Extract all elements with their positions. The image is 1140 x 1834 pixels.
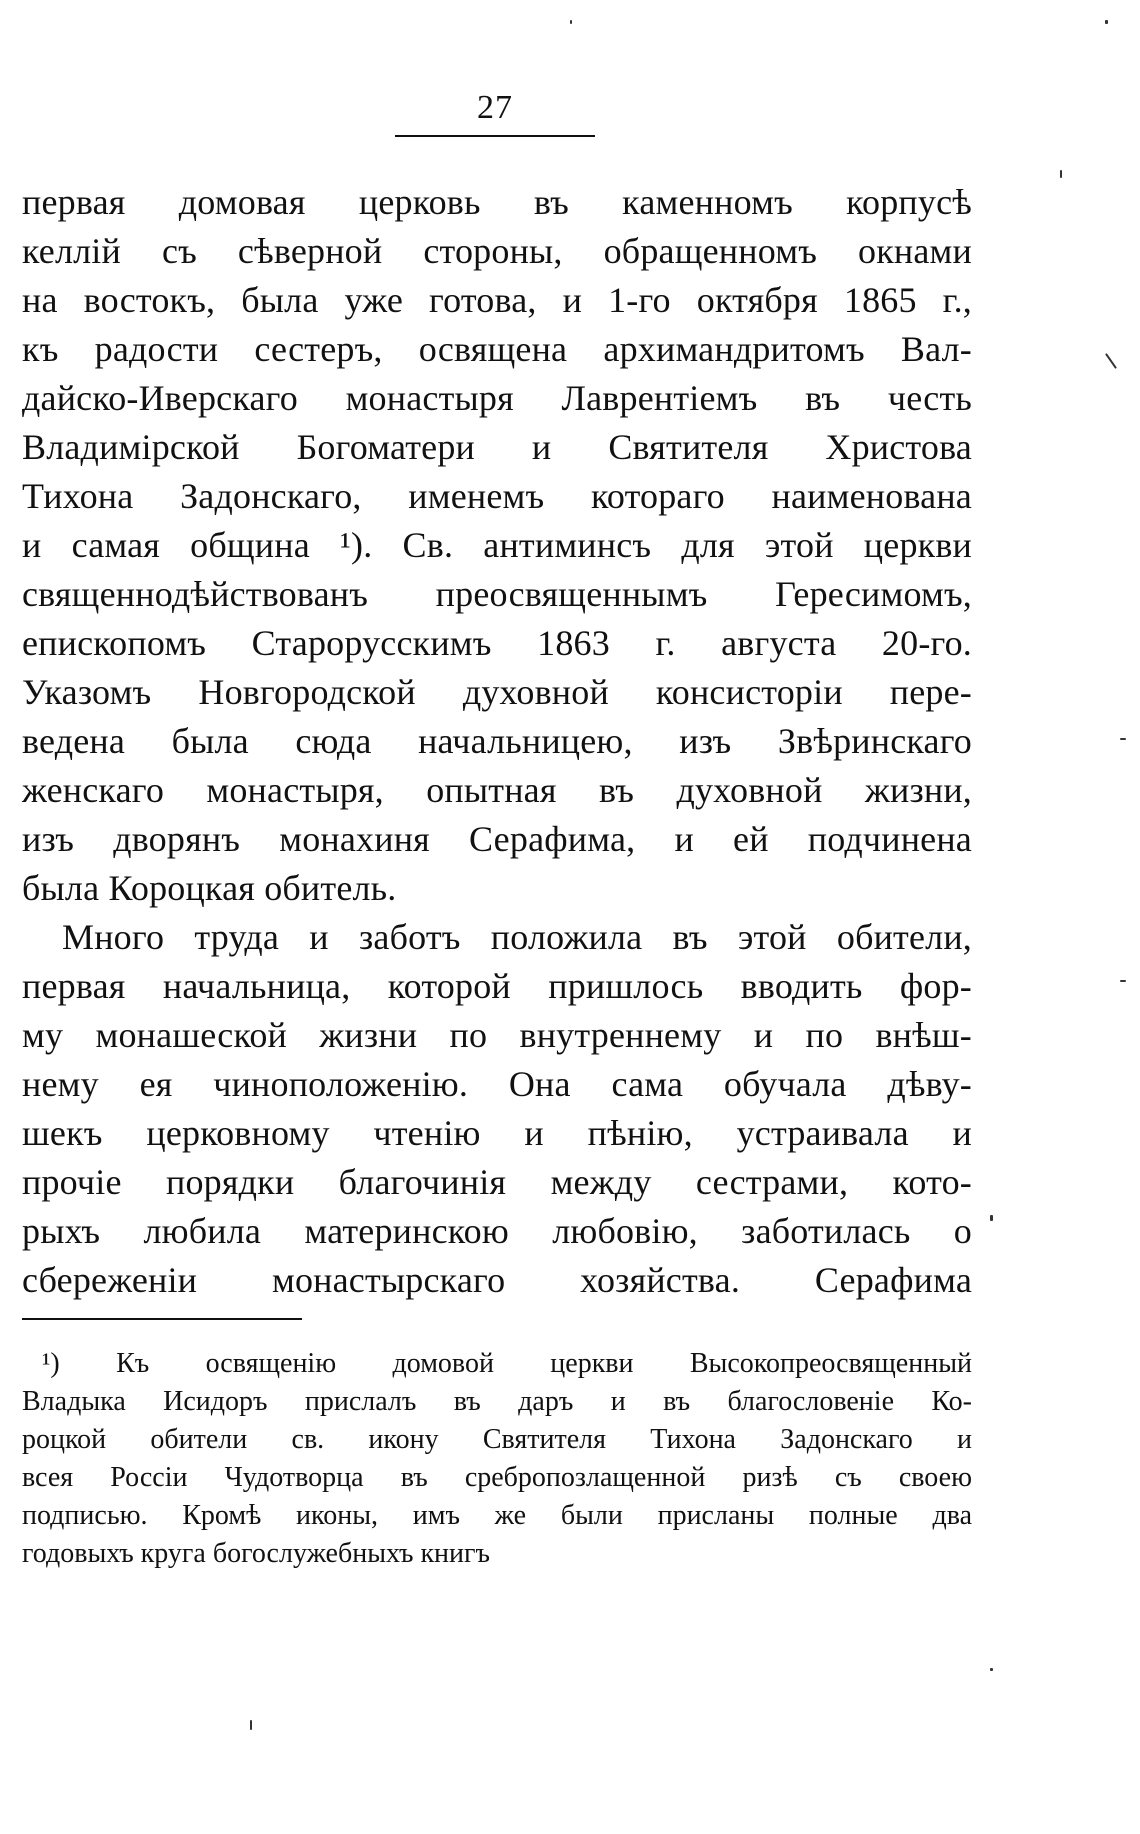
scan-speck [1120, 980, 1126, 982]
scan-speck [1120, 738, 1126, 740]
text-line: епископомъ Старорусскимъ 1863 г. августа 20-го. [22, 623, 972, 663]
text-line: къ радости сестеръ, освящена архимандритомъ Вал- [22, 329, 972, 369]
scan-speck [1060, 170, 1062, 178]
text-line: и самая община ¹). Св. антиминсъ для этой церкви [22, 525, 972, 565]
text-line: сбереженіи монастырскаго хозяйства. Серафима [22, 1260, 972, 1300]
text-line: рыхъ любила материнскою любовію, заботилась о [22, 1211, 972, 1251]
text-line: первая начальница, которой пришлось вводить фор- [22, 966, 972, 1006]
text-line: Указомъ Новгородской духовной консисторіи пере- [22, 672, 972, 712]
footnote-line: годовыхъ круга богослужебныхъ книгъ [22, 1538, 490, 1569]
scan-speck [250, 1720, 252, 1730]
footnote-rule [22, 1318, 302, 1320]
header-rule [395, 135, 595, 137]
text-line: Много труда и заботъ положила въ этой обители, [62, 917, 972, 957]
text-line: нему ея чиноположенію. Она сама обучала дѣву- [22, 1064, 972, 1104]
text-line: Тихона Задонскаго, именемъ котораго наименована [22, 476, 972, 516]
text-line: му монашеской жизни по внутреннему и по внѣш- [22, 1015, 972, 1055]
text-line: была Короцкая обитель. [22, 868, 397, 908]
text-line: священнодѣйствованъ преосвященнымъ Гересимомъ, [22, 574, 972, 614]
scan-speck [570, 20, 572, 24]
text-line: первая домовая церковь въ каменномъ корпусѣ [22, 182, 972, 222]
text-line: изъ дворянъ монахиня Серафима, и ей подчинена [22, 819, 972, 859]
text-line: келлій съ сѣверной стороны, обращенномъ окнами [22, 231, 972, 271]
text-line: Владимірской Богоматери и Святителя Христова [22, 427, 972, 467]
footnote-line: Владыка Исидоръ прислалъ въ даръ и въ благословеніе Ко- [22, 1386, 972, 1417]
text-line: женскаго монастыря, опытная въ духовной жизни, [22, 770, 972, 810]
page-number: 27 [477, 89, 513, 126]
footnote-line: всея Россіи Чудотворца въ сребропозлащенной ризѣ съ своею [22, 1462, 972, 1493]
text-line: шекъ церковному чтенію и пѣнію, устраивала и [22, 1113, 972, 1153]
scan-speck [1105, 353, 1117, 369]
footnote-line: роцкой обители св. икону Святителя Тихона Задонскаго и [22, 1424, 972, 1455]
text-line: дайско-Иверскаго монастыря Лаврентіемъ въ честь [22, 378, 972, 418]
scan-speck [990, 1668, 993, 1671]
footnote [22, 1345, 972, 1573]
scan-speck [1105, 20, 1108, 24]
main-text [22, 178, 972, 1305]
text-line: на востокъ, была уже готова, и 1-го октября 1865 г., [22, 280, 972, 320]
footnote-line: подписью. Кромѣ иконы, имъ же были присланы полные два [22, 1500, 972, 1531]
text-line: ведена была сюда начальницею, изъ Звѣринскаго [22, 721, 972, 761]
text-line: прочіе порядки благочинія между сестрами, кото- [22, 1162, 972, 1202]
scan-speck [990, 1215, 993, 1221]
footnote-line: ¹) Къ освященію домовой церкви Высокопреосвященный [42, 1348, 972, 1379]
